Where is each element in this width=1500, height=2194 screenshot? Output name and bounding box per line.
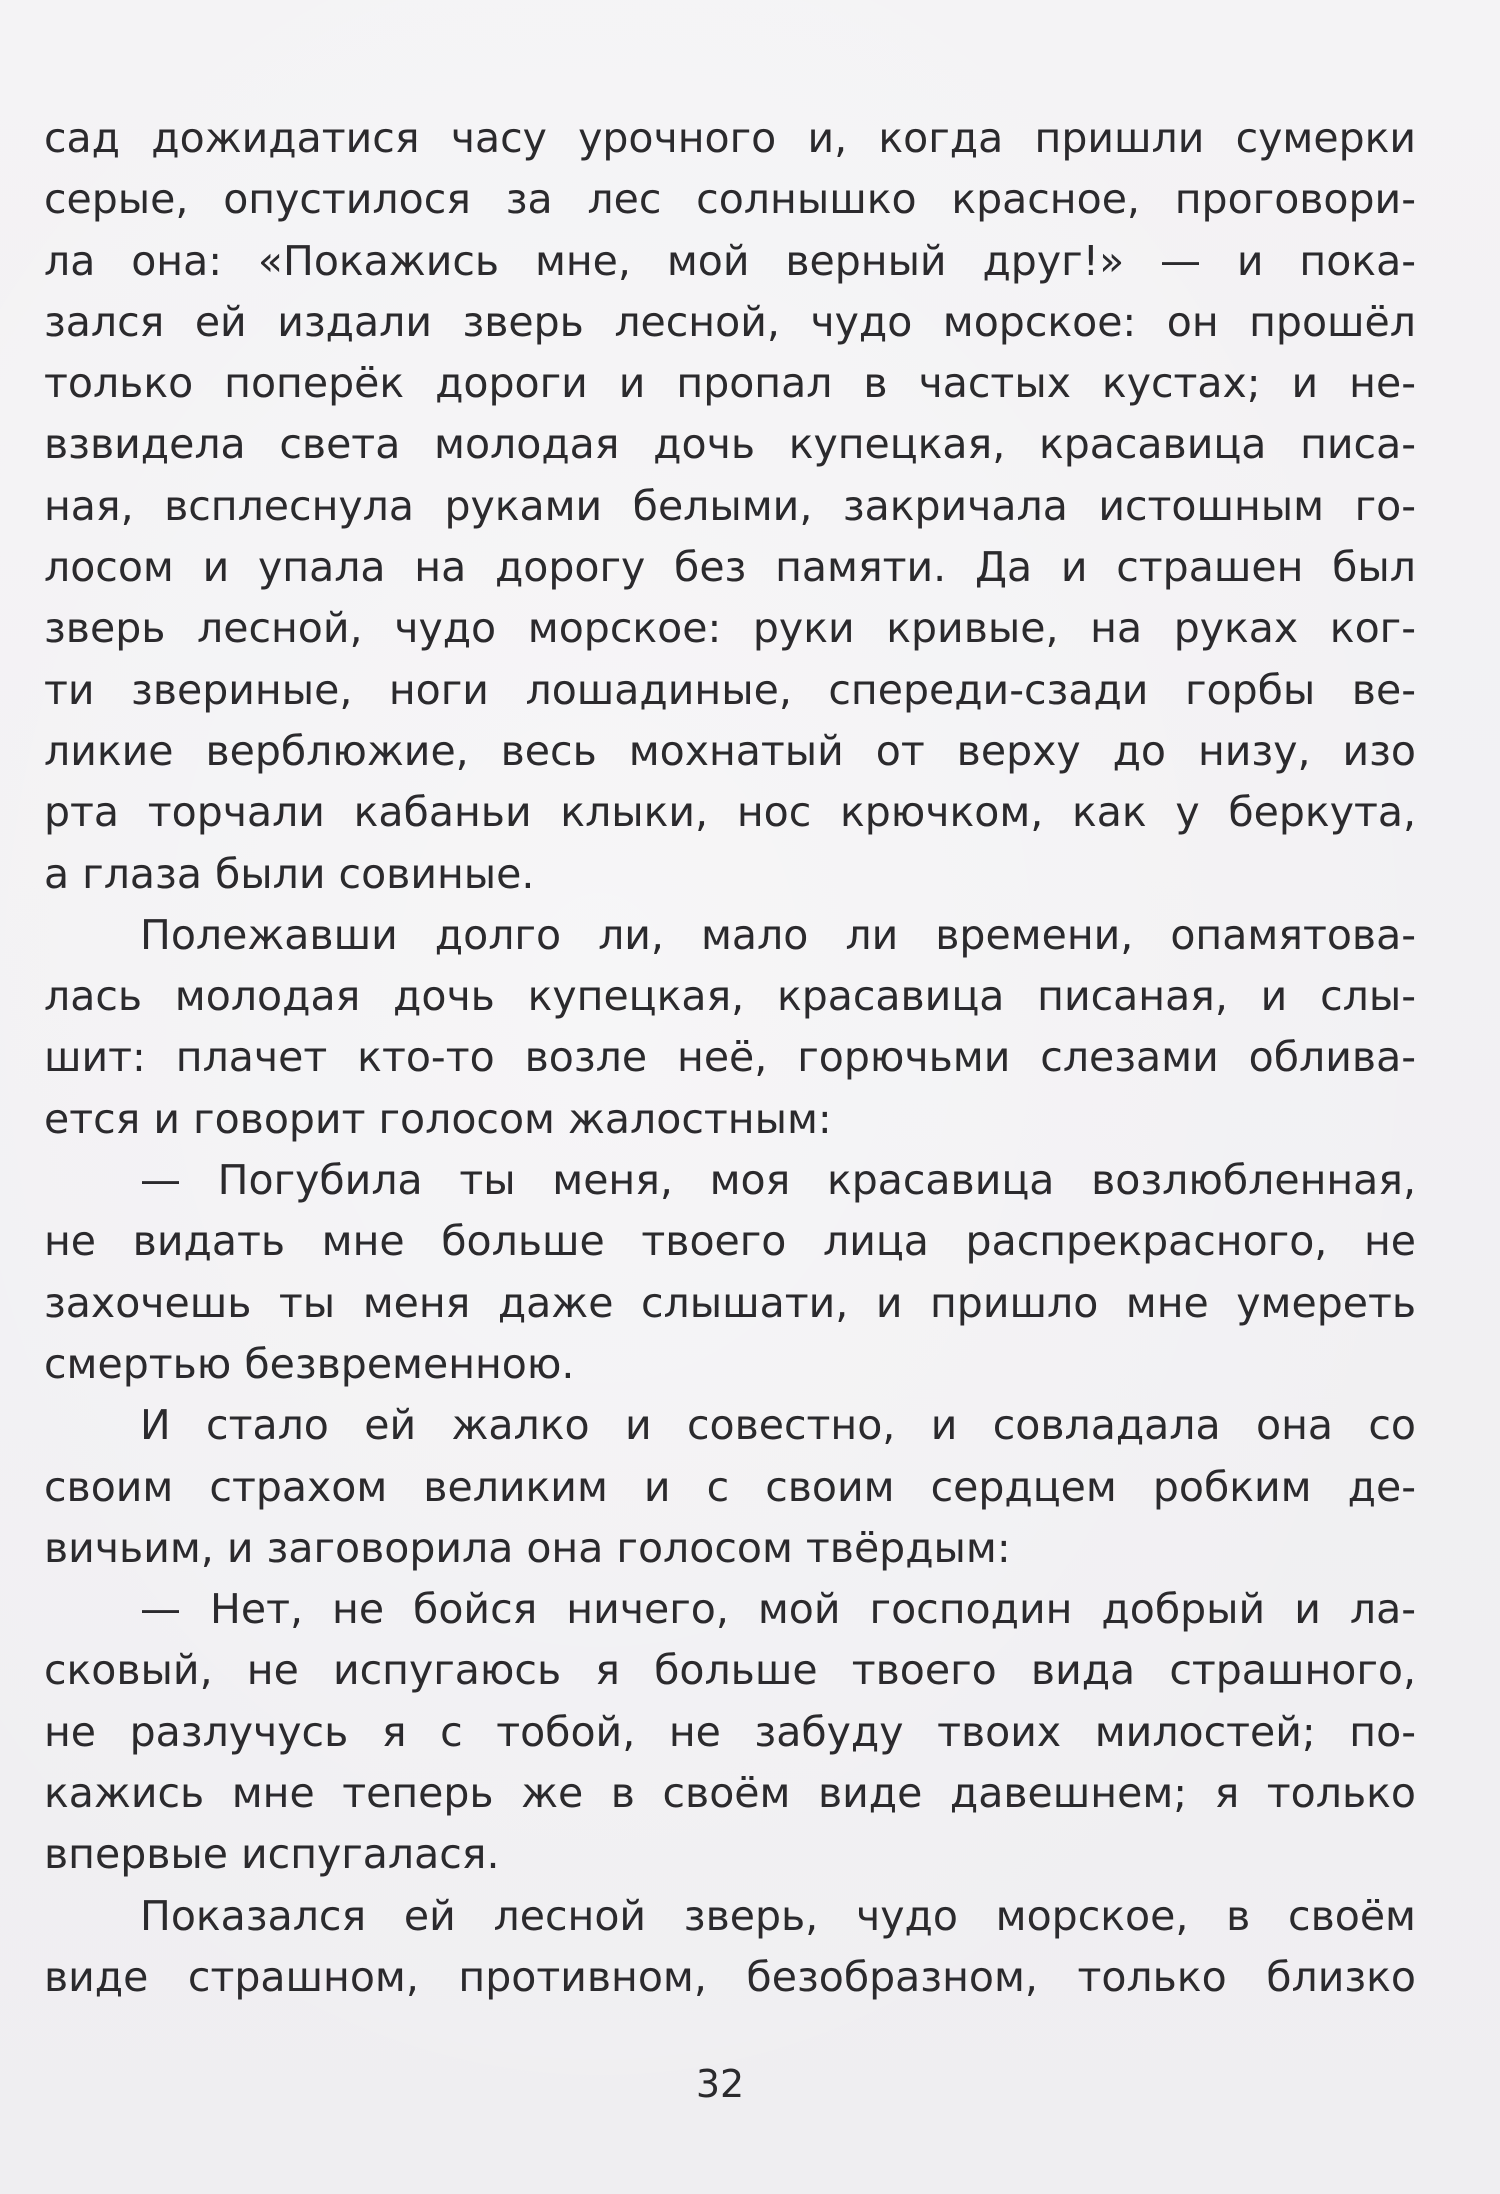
text-line: а глаза были совиные. xyxy=(44,849,535,898)
text-line: зверь лесной, чудо морское: руки кривые, на руках ког- xyxy=(44,604,1416,653)
text-line: зался ей издали зверь лесной, чудо морское: он прошёл xyxy=(44,297,1416,346)
text-line: взвидела света молодая дочь купецкая, красавица писа- xyxy=(44,420,1416,469)
text-line: не разлучусь я с тобой, не забуду твоих милостей; по- xyxy=(44,1707,1416,1756)
text-line: ная, всплеснула руками белыми, закричала истошным го- xyxy=(44,481,1416,530)
text-line: не видать мне больше твоего лица распрекрасного, не xyxy=(44,1217,1416,1266)
text-line: — Нет, не бойся ничего, мой господин добрый и ла- xyxy=(140,1585,1416,1634)
text-line: Показался ей лесной зверь, чудо морское, в своём xyxy=(140,1891,1416,1940)
text-line: рта торчали кабаньи клыки, нос крючком, как у беркута, xyxy=(44,788,1416,837)
text-line: лосом и упала на дорогу без памяти. Да и страшен был xyxy=(44,543,1416,592)
text-line: ти звериные, ноги лошадиные, спереди-сзади горбы ве- xyxy=(44,665,1416,714)
text-line: своим страхом великим и с своим сердцем робким де- xyxy=(44,1462,1416,1511)
text-line: сковый, не испугаюсь я больше твоего вида страшного, xyxy=(44,1646,1416,1695)
text-line: кажись мне теперь же в своём виде давешнем; я только xyxy=(44,1769,1416,1818)
text-line: серые, опустилося за лес солнышко красное, проговори- xyxy=(44,175,1416,224)
text-line: шит: плачет кто-то возле неё, горючьми слезами облива- xyxy=(44,1033,1416,1082)
text-line: сад дожидатися часу урочного и, когда пришли сумерки xyxy=(44,114,1416,162)
text-line: виде страшном, противном, безобразном, только близко xyxy=(44,1952,1416,2001)
text-line: вичьим, и заговорила она голосом твёрдым: xyxy=(44,1523,1011,1572)
text-line: Полежавши долго ли, мало ли времени, опамятова- xyxy=(140,910,1416,959)
text-line: — Погубила ты меня, моя красавица возлюбленная, xyxy=(140,1156,1416,1205)
text-line: ликие верблюжие, весь мохнатый от верху до низу, изо xyxy=(44,726,1416,775)
page-number: 32 xyxy=(695,2062,745,2106)
body-text xyxy=(44,108,1416,2008)
text-line: впервые испугалася. xyxy=(44,1830,500,1879)
text-line: лась молодая дочь купецкая, красавица писаная, и слы- xyxy=(44,972,1416,1021)
text-line: ется и говорит голосом жалостным: xyxy=(44,1094,832,1143)
text-line: И стало ей жалко и совестно, и совладала она со xyxy=(140,1401,1416,1450)
text-line: только поперёк дороги и пропал в частых кустах; и не- xyxy=(44,359,1416,408)
text-line: ла она: «Покажись мне, мой верный друг!» — и пока- xyxy=(44,236,1416,285)
text-line: захочешь ты меня даже слышати, и пришло мне умереть xyxy=(44,1278,1416,1327)
text-line: смертью безвременною. xyxy=(44,1339,575,1388)
